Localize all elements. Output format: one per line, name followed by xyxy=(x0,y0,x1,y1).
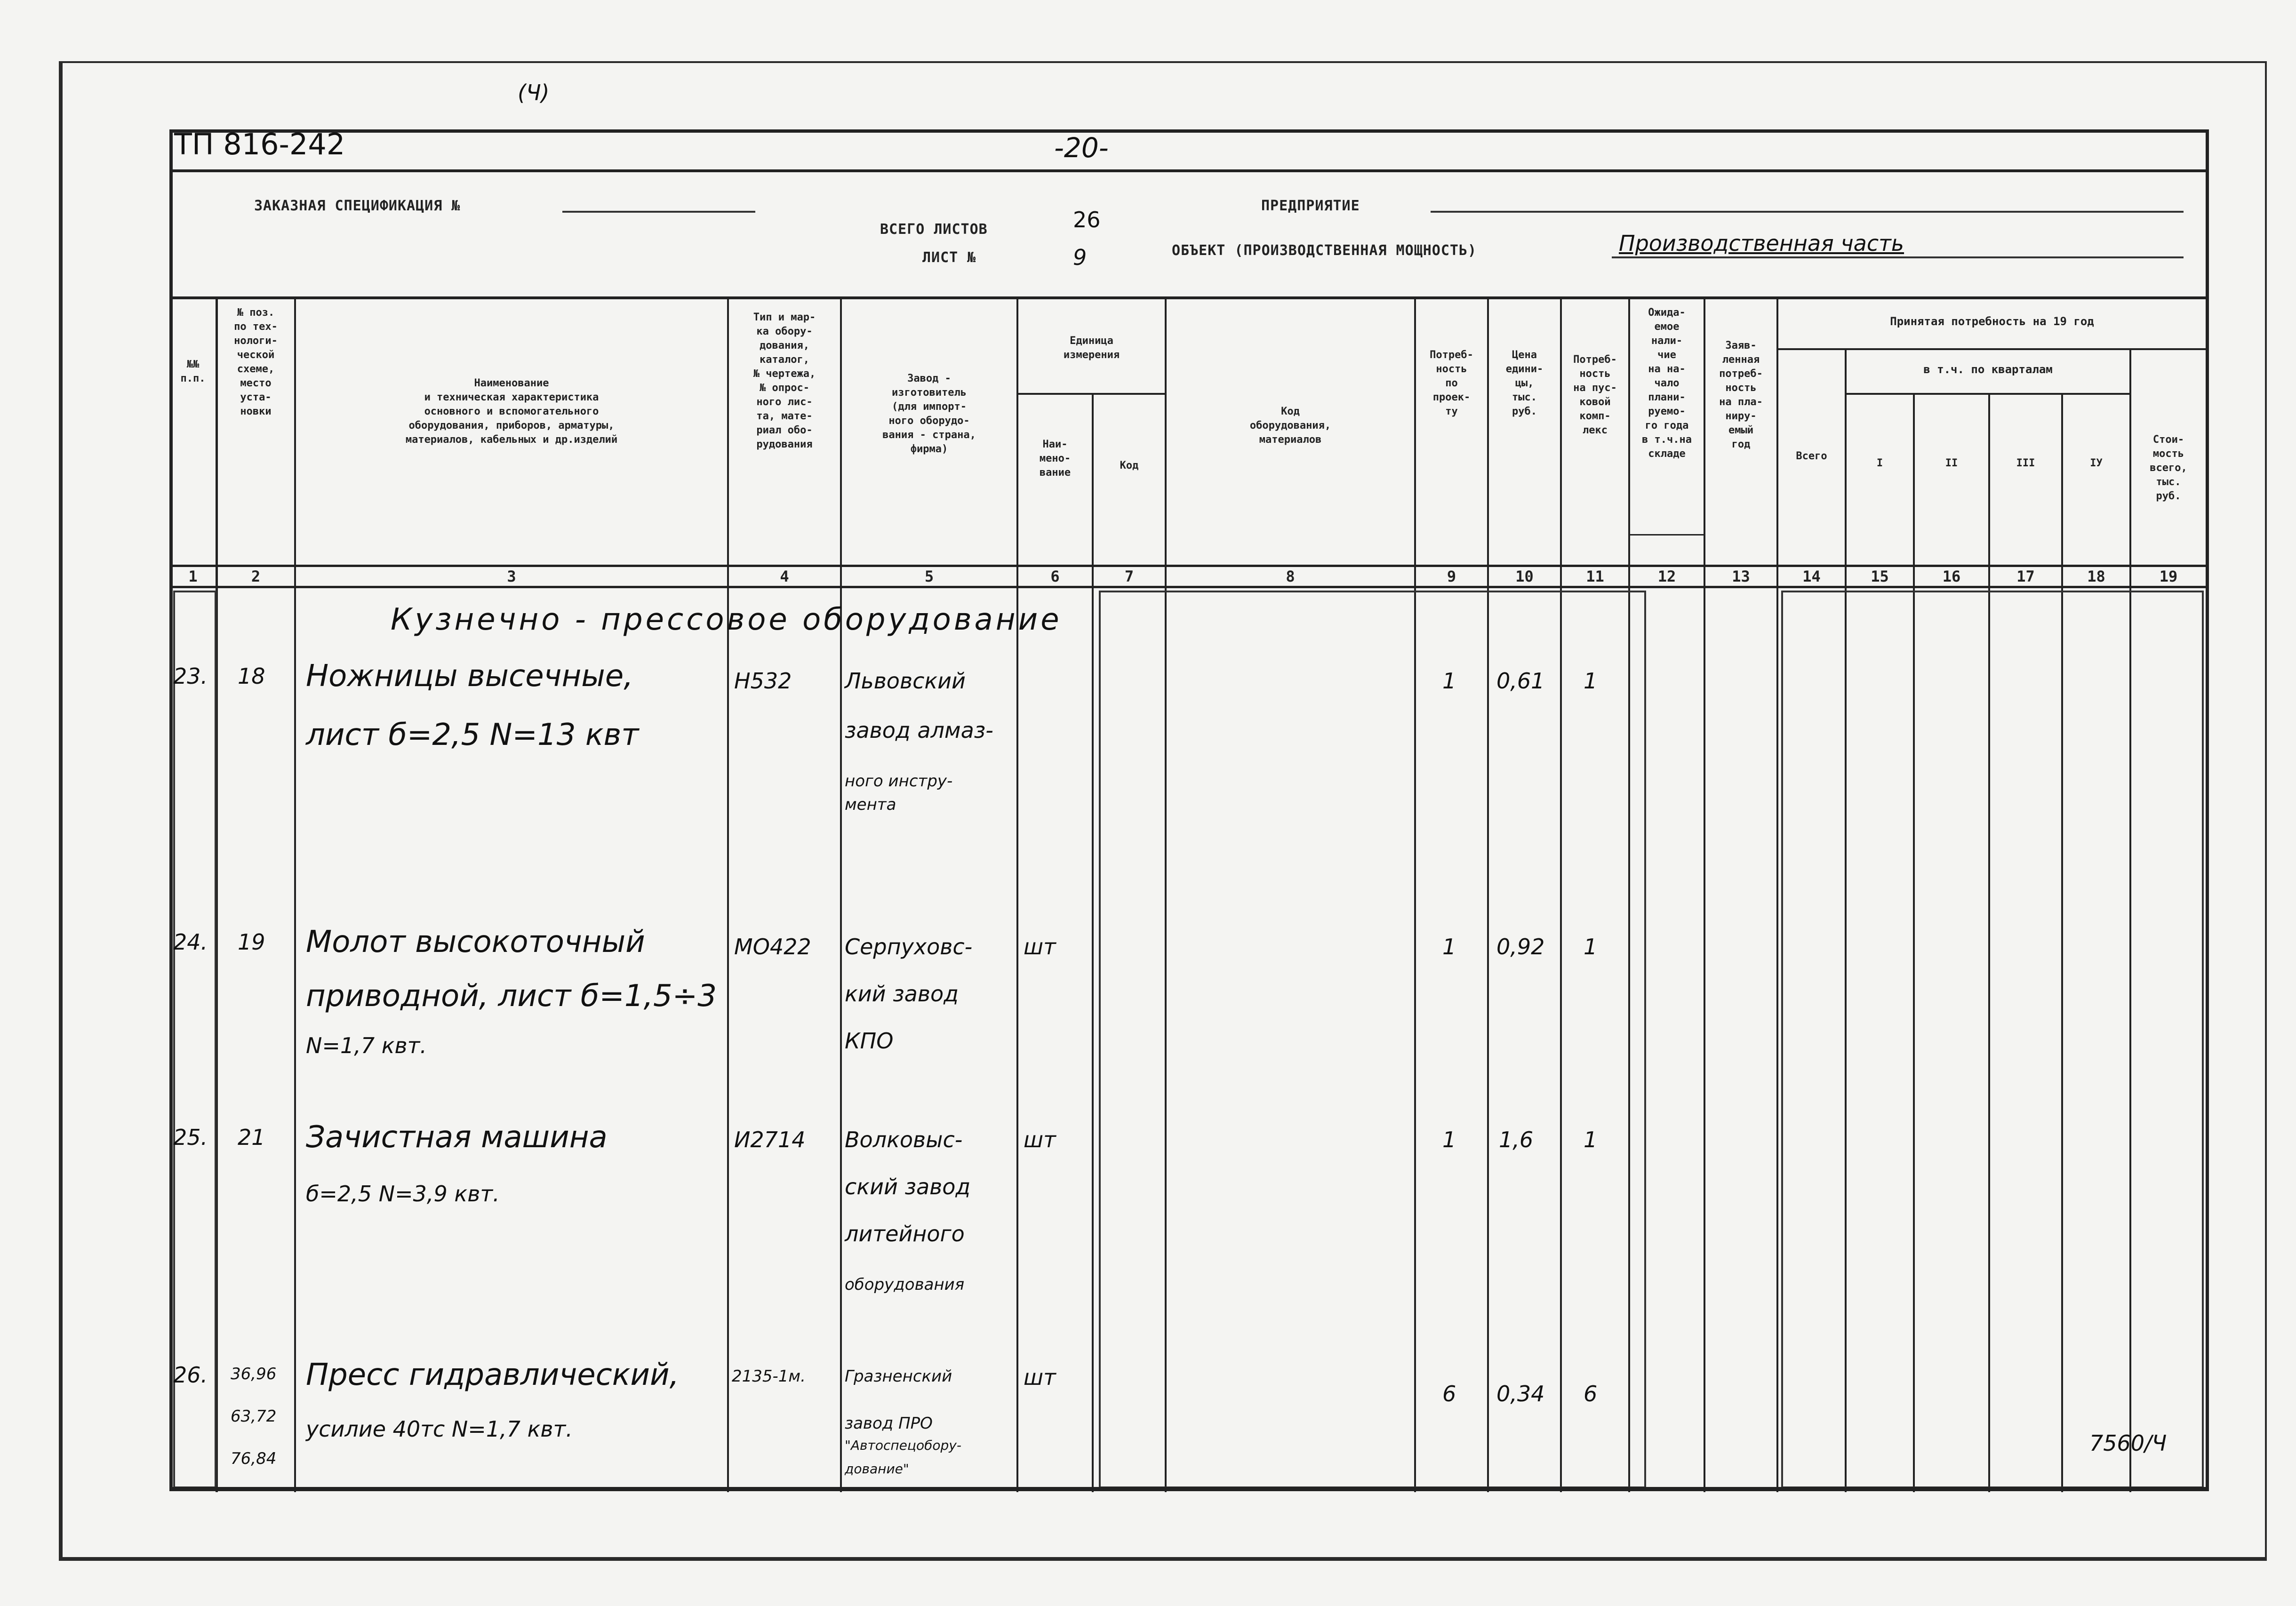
col-header-3: Наименование и техническая характеристика основного и вспомогательного оборудования, приборов, арматуры, материалов, кабельных и др.изделий xyxy=(405,377,618,446)
spec-number-field xyxy=(562,211,755,213)
row-price: 1,6 xyxy=(1499,1127,1534,1152)
row-maker-line-3: ного инстру- xyxy=(845,772,953,791)
row-position-line-3: 76,84 xyxy=(231,1449,277,1468)
row-number: 26. xyxy=(173,1362,208,1388)
row-maker-line-1: Серпуховс- xyxy=(845,934,973,959)
title-top-line xyxy=(169,169,2206,172)
enterprise-field xyxy=(1431,211,2184,213)
row-need: 1 xyxy=(1442,934,1456,959)
col-header-5: Завод - изготовитель (для импорт- ного оборудо- вания - страна, фирма) xyxy=(882,373,976,455)
col-number-15: 15 xyxy=(1871,567,1889,585)
top-mark: (Ч) xyxy=(518,80,550,105)
table-bottom-line xyxy=(169,1487,2206,1490)
col-number-16: 16 xyxy=(1942,567,1961,585)
row-need: 6 xyxy=(1442,1381,1456,1406)
col-sep-13 xyxy=(1776,299,1778,1492)
blank-columns-box xyxy=(1099,591,1646,1488)
row-number: 23. xyxy=(173,663,208,689)
col-number-3: 3 xyxy=(507,567,516,585)
row-unit: шт xyxy=(1024,934,1056,959)
row-maker-line-1: Львовский xyxy=(845,668,966,694)
col-header-13: Заяв- ленная потреб- ность на пла- ниру- емый год xyxy=(1719,340,1763,450)
object-label: ОБЪЕКТ (ПРОИЗВОДСТВЕННАЯ МОЩНОСТЬ) xyxy=(1172,242,1477,259)
col-header-9: Потреб- ность по проек- ту xyxy=(1430,349,1473,417)
col-header-10: Цена едини- цы, тыс. руб. xyxy=(1505,349,1544,417)
sheets-total-label: ВСЕГО ЛИСТОВ xyxy=(880,221,988,238)
row-start-need: 1 xyxy=(1584,1127,1598,1152)
section-title: Кузнечно - прессовое оборудование xyxy=(391,602,1062,637)
col-sep-6 xyxy=(1092,393,1094,1492)
row-name-line-2: усилие 40тс N=1,7 квт. xyxy=(306,1416,573,1442)
col-number-18: 18 xyxy=(2087,567,2105,585)
col-header-8: Код оборудования, материалов xyxy=(1249,406,1331,446)
col-header-4: Тип и мар- ка обору- дования, каталог, № чертежа, № опрос- ного лис- та, мате- риал обо- рудования xyxy=(753,312,816,450)
row-type: Н532 xyxy=(734,668,792,694)
row-maker-line-3: "Автоспецобору- xyxy=(845,1438,961,1453)
col-number-14: 14 xyxy=(1802,567,1821,585)
row-need: 1 xyxy=(1442,1127,1456,1152)
row-maker-line-3: КПО xyxy=(845,1028,894,1054)
page-number: -20- xyxy=(1054,132,1109,164)
col-number-4: 4 xyxy=(780,567,789,585)
row-name-line-1: Пресс гидравлический, xyxy=(306,1358,679,1392)
col-number-9: 9 xyxy=(1447,567,1456,585)
col-number-11: 11 xyxy=(1586,567,1604,585)
row-maker-line-4: оборудования xyxy=(845,1275,965,1294)
row-price: 0,92 xyxy=(1496,934,1545,959)
col-header-15: I xyxy=(1876,457,1883,469)
col-number-10: 10 xyxy=(1515,567,1534,585)
row-need: 1 xyxy=(1442,668,1456,694)
row-maker-line-2: завод алмаз- xyxy=(845,718,993,743)
row-start-need: 6 xyxy=(1584,1381,1598,1406)
row-maker-line-4: мента xyxy=(845,795,896,814)
spec-label: ЗАКАЗНАЯ СПЕЦИФИКАЦИЯ № xyxy=(254,198,461,214)
col-number-13: 13 xyxy=(1732,567,1750,585)
row-number: 25. xyxy=(173,1125,208,1150)
col-header-1: №№ п.п. xyxy=(180,359,206,384)
row-maker-line-2: ский завод xyxy=(845,1174,971,1199)
row-position: 18 xyxy=(238,663,265,689)
row-maker-line-1: Гразненский xyxy=(845,1367,952,1386)
col-header-7: Код xyxy=(1120,460,1139,471)
object-value: Производственная часть xyxy=(1619,231,1904,256)
object-field xyxy=(1612,256,2184,258)
title-bottom-line xyxy=(169,296,2206,299)
col-number-12: 12 xyxy=(1657,567,1676,585)
quarters-header: в т.ч. по кварталам xyxy=(1923,363,2053,376)
row-unit: шт xyxy=(1024,1127,1056,1152)
col-header-unit: Единица измерения xyxy=(1063,335,1120,361)
col-number-6: 6 xyxy=(1050,567,1060,585)
col-header-11: Потреб- ность на пус- ковой комп- лекс xyxy=(1573,354,1617,436)
row-name-line-2: б=2,5 N=3,9 квт. xyxy=(306,1181,500,1206)
col-header-14: Всего xyxy=(1796,450,1827,462)
accepted-columns-box xyxy=(1781,591,2204,1488)
row-number: 24. xyxy=(173,929,208,955)
row-type: И2714 xyxy=(734,1127,806,1152)
row-name-line-2: приводной, лист б=1,5÷3 xyxy=(306,979,717,1014)
row-position: 19 xyxy=(238,929,265,955)
row-maker-line-3: литейного xyxy=(845,1221,965,1246)
accepted-header: Принятая потребность на 19 год xyxy=(1890,315,2094,328)
col-number-8: 8 xyxy=(1286,567,1295,585)
row-price: 0,61 xyxy=(1496,668,1545,694)
col-number-5: 5 xyxy=(924,567,934,585)
col-header-19: Стои- мость всего, тыс. руб. xyxy=(2150,434,2187,502)
row-name-line-3: N=1,7 квт. xyxy=(306,1033,427,1058)
row-maker-line-2: кий завод xyxy=(845,981,959,1007)
row-maker-line-2: завод ПРО xyxy=(845,1414,933,1433)
row-name-line-1: Зачистная машина xyxy=(306,1120,608,1155)
row-start-need: 1 xyxy=(1584,934,1598,959)
col-number-19: 19 xyxy=(2159,567,2178,585)
row-type: 2135-1м. xyxy=(732,1367,806,1386)
col-header-18: IУ xyxy=(2090,457,2103,469)
col-header-16: II xyxy=(1945,457,1958,469)
col-header-17: III xyxy=(2016,457,2035,469)
col-header-2: № поз. по тех- нологи- ческой схеме, место уста- новки xyxy=(234,307,278,417)
quarters-subline xyxy=(1845,393,2131,395)
accepted-subline xyxy=(1776,348,2206,350)
sheets-total-value: 26 xyxy=(1073,207,1101,232)
row-position-line-1: 36,96 xyxy=(231,1365,277,1383)
row-price: 0,34 xyxy=(1496,1381,1545,1406)
footer-mark: 7560/Ч xyxy=(2089,1430,2167,1456)
row-maker-line-4: дование" xyxy=(845,1461,909,1477)
col-number-17: 17 xyxy=(2016,567,2035,585)
enterprise-label: ПРЕДПРИЯТИЕ xyxy=(1261,198,1360,214)
colnum-bottom-line xyxy=(169,586,2206,588)
unit-subline xyxy=(1016,393,1167,395)
col-number-2: 2 xyxy=(251,567,261,585)
colnum-top-line xyxy=(169,565,2206,567)
sheet-value: 9 xyxy=(1073,245,1087,270)
col1-inner-box xyxy=(173,591,216,1488)
col-number-1: 1 xyxy=(188,567,198,585)
row-position: 21 xyxy=(238,1125,265,1150)
row-type: МО422 xyxy=(734,934,811,959)
row-start-need: 1 xyxy=(1584,668,1598,694)
row-name-line-1: Ножницы высечные, xyxy=(306,659,633,694)
row-unit: шт xyxy=(1024,1365,1056,1390)
col-sep-4 xyxy=(840,299,842,1492)
sheet-label: ЛИСТ № xyxy=(922,249,976,266)
row-name-line-2: лист б=2,5 N=13 квт xyxy=(306,718,639,752)
col-header-6: Наи- мено- вание xyxy=(1039,439,1071,479)
row-name-line-1: Молот высокоточный xyxy=(306,925,645,959)
col-header-12: Ожида- емое нали- чие на на- чало плани- руемо- го года в т.ч.на складе xyxy=(1642,307,1692,460)
row-position-line-2: 63,72 xyxy=(231,1407,277,1426)
col-sep-2 xyxy=(294,299,296,1492)
doc-code: ТП 816-242 xyxy=(174,127,345,161)
row-maker-line-1: Волковыс- xyxy=(845,1127,963,1152)
col-number-7: 7 xyxy=(1124,567,1134,585)
